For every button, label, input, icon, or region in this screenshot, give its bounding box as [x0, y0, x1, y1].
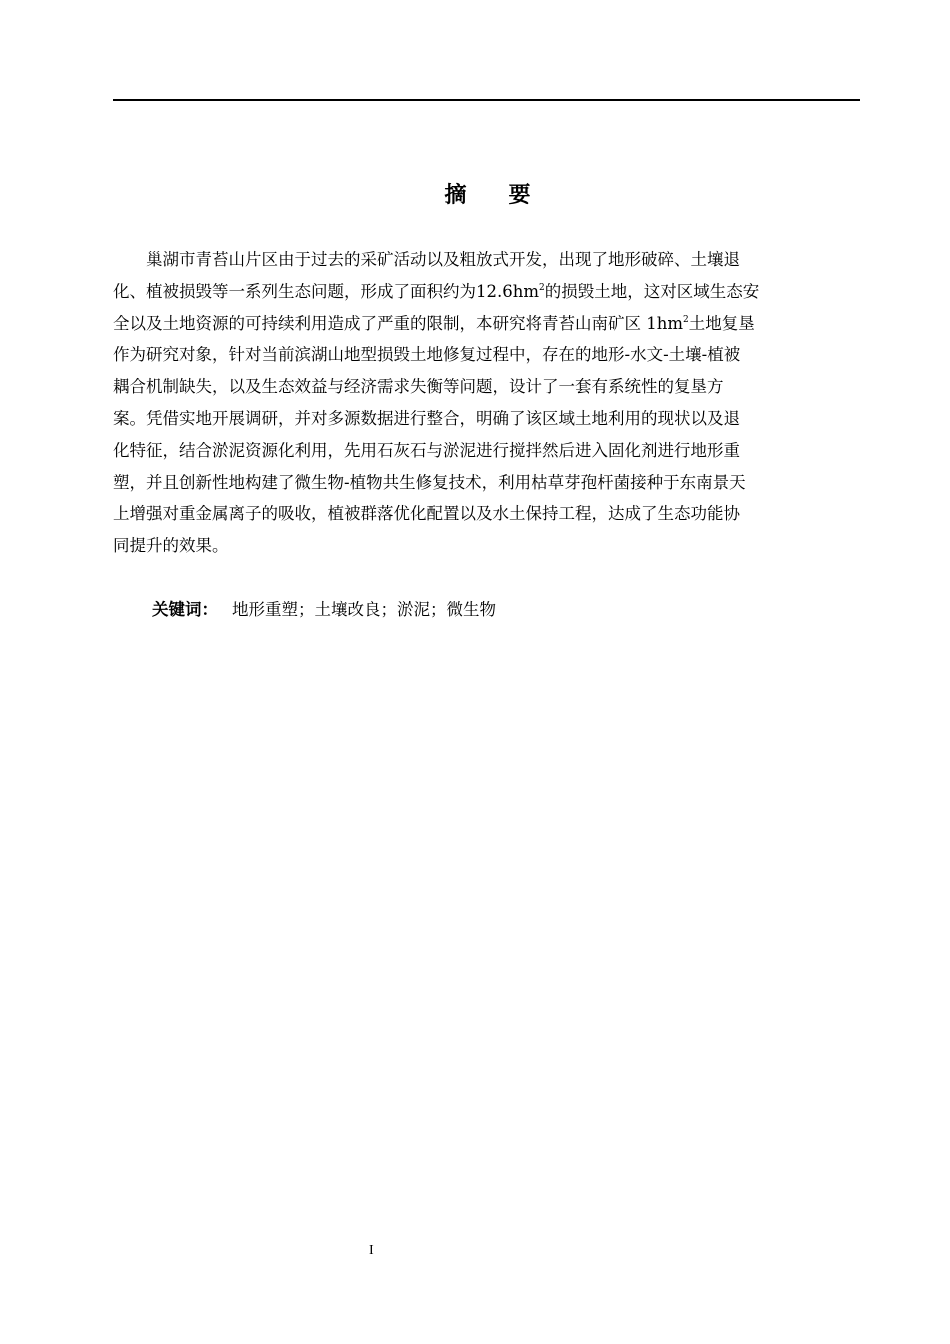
abstract-line: 同提升的效果。	[113, 536, 229, 556]
abstract-title	[0, 178, 950, 209]
abstract-title-right: 要	[508, 183, 531, 208]
abstract-line: 巢湖市青苔山片区由于过去的采矿活动以及粗放式开发，出现了地形破碎、土壤退	[113, 250, 740, 269]
abstract-title-left: 摘	[444, 183, 467, 208]
abstract-line-part: 全以及土地资源的可持续利用造成了严重的限制，本研究将青苔山南矿区 1hm	[113, 313, 684, 333]
keywords	[152, 596, 496, 624]
superscript: 2	[683, 314, 689, 325]
keywords-value: 地形重塑；土壤改良；淤泥；微生物	[232, 600, 496, 619]
abstract-line: 塑，并且创新性地构建了微生物-植物共生修复技术，利用枯草芽孢杆菌接种于东南景天	[113, 472, 746, 492]
abstract-line	[113, 308, 857, 340]
keywords-label: 关键词：	[152, 600, 218, 619]
superscript: 2	[539, 282, 545, 293]
abstract-line: 作为研究对象，针对当前滨湖山地型损毁土地修复过程中，存在的地形-水文-土壤-植被	[113, 345, 741, 365]
abstract-line: 上增强对重金属离子的吸收，植被群落优化配置以及水土保持工程，达成了生态功能协	[113, 504, 740, 524]
abstract-line: 化特征，结合淤泥资源化利用，先用石灰石与淤泥进行搅拌然后进入固化剂进行地形重	[113, 440, 740, 460]
abstract-line-part: 化、植被损毁等一系列生态问题，形成了面积约为12.6hm	[113, 281, 540, 301]
abstract-line: 案。凭借实地开展调研，并对多源数据进行整合，明确了该区域土地利用的现状以及退	[113, 408, 740, 428]
abstract-line: 耦合机制缺失，以及生态效益与经济需求失衡等问题，设计了一套有系统性的复垦方	[113, 377, 724, 397]
abstract-line-part: 土地复垦	[688, 313, 755, 333]
header-rule	[113, 99, 860, 101]
abstract-line-part: 的损毁土地，这对区域生态安	[544, 281, 760, 301]
page-number: I	[369, 1243, 374, 1258]
abstract-body	[113, 244, 857, 562]
abstract-line	[113, 276, 857, 308]
